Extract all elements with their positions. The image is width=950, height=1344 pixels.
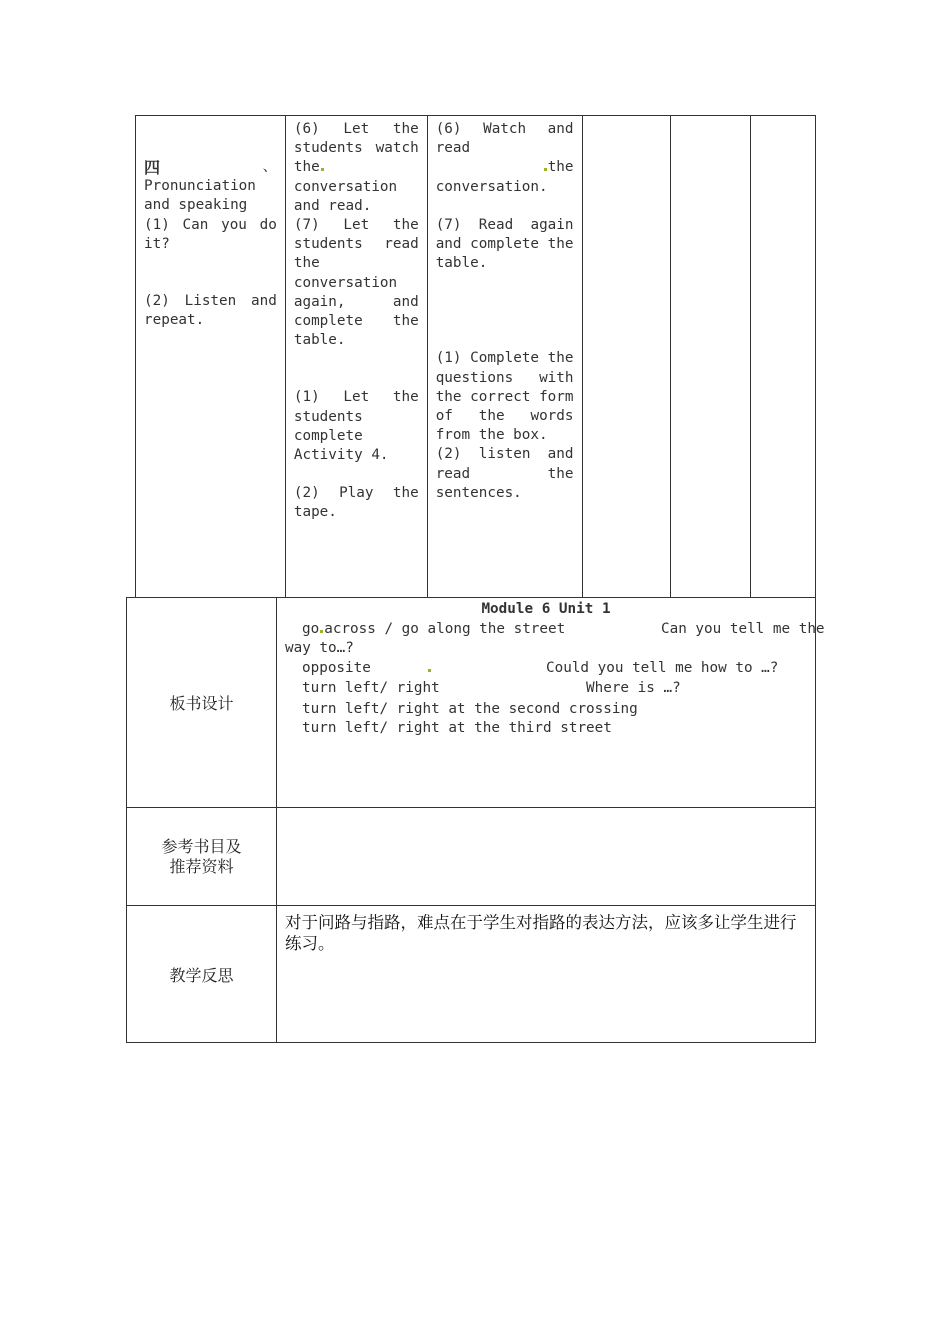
board-question: Where is …? <box>586 680 681 696</box>
teacher-step: conversation and read. <box>293 178 398 214</box>
lesson-summary-table <box>126 597 825 1043</box>
references-label <box>127 808 277 906</box>
section-title-line: and speaking <box>144 197 248 214</box>
references-label-line: 参考书目及 <box>161 836 242 856</box>
reflection-label: 教学反思 <box>127 906 277 1043</box>
teacher-step: (7) Let the students read the conversation again, and complete the table. <box>293 217 419 349</box>
teacher-activity-cell <box>285 116 427 598</box>
references-row <box>127 808 816 906</box>
board-phrase: turn left/ right at the second crossing <box>302 701 638 717</box>
empty-cell <box>582 116 670 598</box>
board-question: Can you tell me the <box>661 621 825 637</box>
section-item: (1) Can you do it? <box>144 216 277 252</box>
empty-cell <box>670 116 750 598</box>
board-design-label: 板书设计 <box>127 598 277 808</box>
board-question: way to…? <box>285 640 354 656</box>
references-cell <box>277 808 816 906</box>
board-phrase: across / go along the street <box>324 621 566 637</box>
teacher-step: (6) Let the students watch the <box>293 121 419 176</box>
reflection-cell <box>277 906 816 1043</box>
references-label-line: 推荐资料 <box>169 856 234 876</box>
student-step: (6) Watch and read <box>435 121 574 157</box>
student-step: (7) Read again and complete the table. <box>435 216 574 272</box>
board-design-row <box>127 598 816 808</box>
board-phrase: turn left/ right at the third street <box>302 720 612 736</box>
section-heading-mark: 、 <box>262 159 277 175</box>
board-title: Module 6 Unit 1 <box>481 601 611 617</box>
board-question: Could you tell me how to …? <box>546 660 779 676</box>
section-item: (2) Listen and repeat. <box>144 293 277 329</box>
board-phrase: opposite <box>302 660 371 676</box>
teacher-step: (1) Let the students complete Activity 4. <box>293 389 419 464</box>
lesson-step-row <box>136 116 816 598</box>
student-step: (2) listen and read the sentences. <box>435 446 574 501</box>
mark-dot <box>428 669 431 672</box>
board-design-cell <box>277 598 825 808</box>
section-heading: 四 <box>144 158 161 177</box>
student-step: (1) Complete the questions with the correct form of the words from the box. <box>435 350 574 444</box>
reflection-text: 对于问路与指路，难点在于学生对指路的表达方法，应该多让学生进行练习。 <box>285 913 797 953</box>
mark-dot <box>321 168 324 171</box>
mark-dot <box>544 168 547 171</box>
section-title-line: Pronunciation <box>144 178 256 195</box>
mark-dot <box>320 630 323 633</box>
board-phrase: go <box>302 621 320 637</box>
teacher-step: (2) Play the tape. <box>293 485 419 521</box>
lesson-steps-table <box>135 115 816 598</box>
empty-cell <box>751 116 816 598</box>
board-phrase: turn left/ right <box>302 680 440 696</box>
section-cell <box>136 116 286 598</box>
student-step: the <box>547 159 574 176</box>
reflection-row <box>127 906 816 1043</box>
student-activity-cell <box>427 116 582 598</box>
student-step: conversation. <box>435 178 548 195</box>
